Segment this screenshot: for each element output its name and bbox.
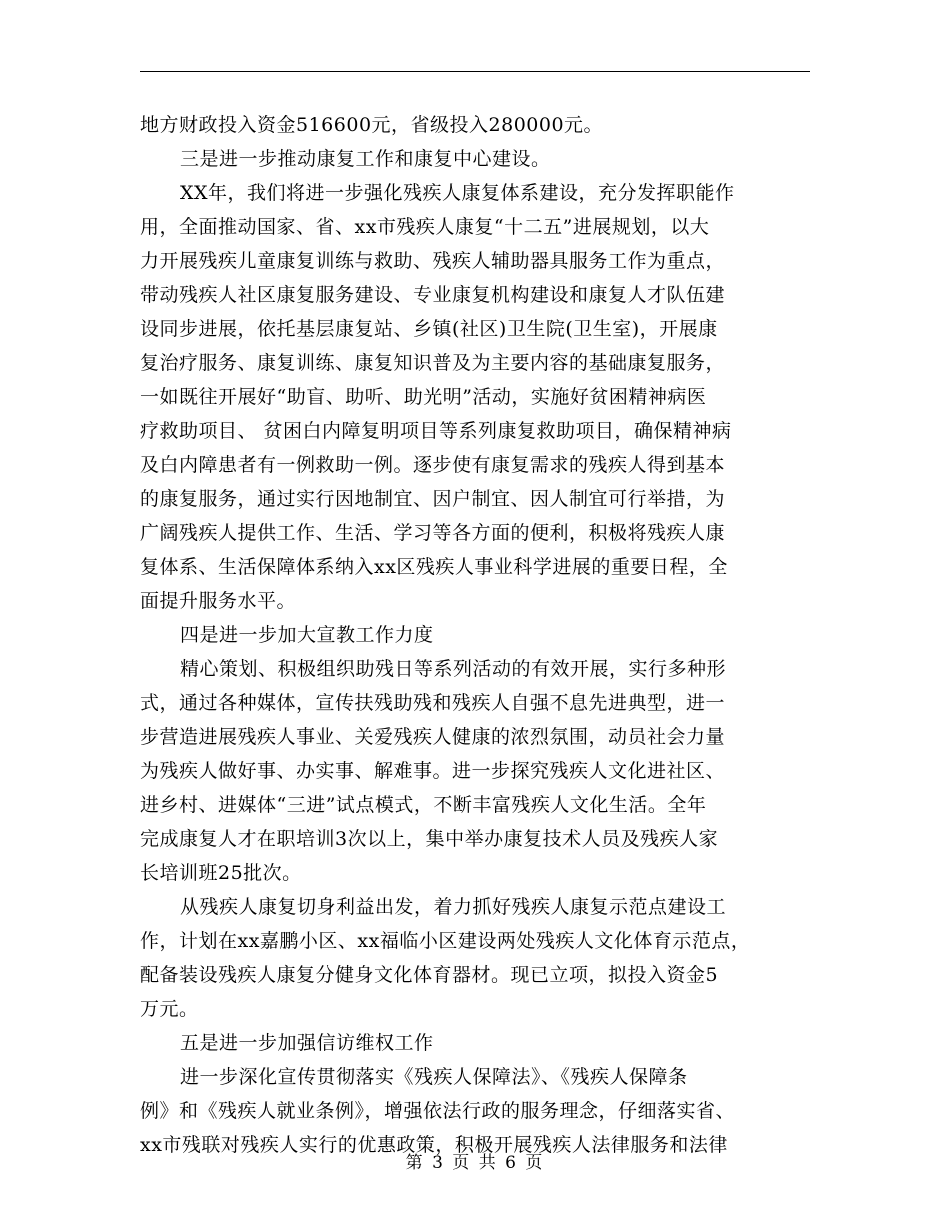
text-line: 进乡村、进媒体“三进”试点模式，不断丰富残疾人文化生活。全年 [140,794,707,816]
text-line: 广阔残疾人提供工作、生活、学习等各方面的便利，积极将残疾人康 [140,522,726,544]
text-line: 进一步深化宣传贯彻落实《残疾人保障法》、《残疾人保障条 [180,1066,688,1088]
text-line: 复治疗服务、康复训练、康复知识普及为主要内容的基础康复服务， [140,352,726,374]
document-body [140,108,830,1162]
text-line: 步营造进展残疾人事业、关爱残疾人健康的浓烈氛围，动员社会力量 [140,726,726,748]
text-line: 复体系、生活保障体系纳入xx区残疾人事业科学进展的重要日程，全 [140,556,728,578]
text-line: 五是进一步加强信访维权工作 [180,1032,434,1054]
text-line: 为残疾人做好事、办实事、解难事。进一步探究残疾人文化进社区、 [140,760,726,782]
text-line: 例》和《残疾人就业条例》，增强依法行政的服务理念，仔细落实省、 [140,1100,736,1122]
text-line: 式，通过各种媒体，宣传扶残助残和残疾人自强不息先进典型，进一 [140,692,726,714]
text-line: 一如既往开展好“助盲、助听、助光明”活动，实施好贫困精神病医 [140,386,707,408]
text-line: 完成康复人才在职培训3次以上，集中举办康复技术人员及残疾人家 [140,828,719,850]
text-line: 配备装设残疾人康复分健身文化体育器材。现已立项，拟投入资金5 [140,964,719,986]
text-line: 设同步进展，依托基层康复站、乡镇(社区)卫生院(卫生室)，开展康 [140,318,718,340]
text-line: 面提升服务水平。 [140,590,297,612]
text-line: 疗救助项目、 贫困白内障复明项目等系列康复救助项目，确保精神病 [140,420,732,442]
text-line: 四是进一步加大宣教工作力度 [180,624,434,646]
text-line: 的康复服务，通过实行因地制宜、因户制宜、因人制宜可行举措，为 [140,488,726,510]
text-line: 精心策划、积极组织助残日等系列活动的有效开展，实行多种形 [180,658,727,680]
text-line: 万元。 [140,998,199,1020]
page-number: 第 3 页 共 6 页 [405,1153,545,1173]
text-line: 长培训班25批次。 [140,862,302,884]
text-line: 作，计划在xx嘉鹏小区、xx福临小区建设两处残疾人文化体育示范点， [140,930,751,952]
text-line: xx市残联对残疾人实行的优惠政策，积极开展残疾人法律服务和法律 [140,1134,728,1156]
text-line: 三是进一步推动康复工作和康复中心建设。 [180,148,551,170]
text-line: XX年，我们将进一步强化残疾人康复体系建设，充分发挥职能作 [180,182,735,204]
text-line: 力开展残疾儿童康复训练与救助、残疾人辅助器具服务工作为重点， [140,250,726,272]
header-rule [140,71,810,72]
text-line: 用，全面推动国家、省、xx市残疾人康复“十二五”进展规划，以大 [140,216,710,238]
text-line: 地方财政投入资金516600元，省级投入280000元。 [140,114,604,136]
text-line: 带动残疾人社区康复服务建设、专业康复机构建设和康复人才队伍建 [140,284,726,306]
text-line: 从残疾人康复切身利益出发，着力抓好残疾人康复示范点建设工 [180,896,727,918]
text-line: 及白内障患者有一例救助一例。逐步使有康复需求的残疾人得到基本 [140,454,726,476]
